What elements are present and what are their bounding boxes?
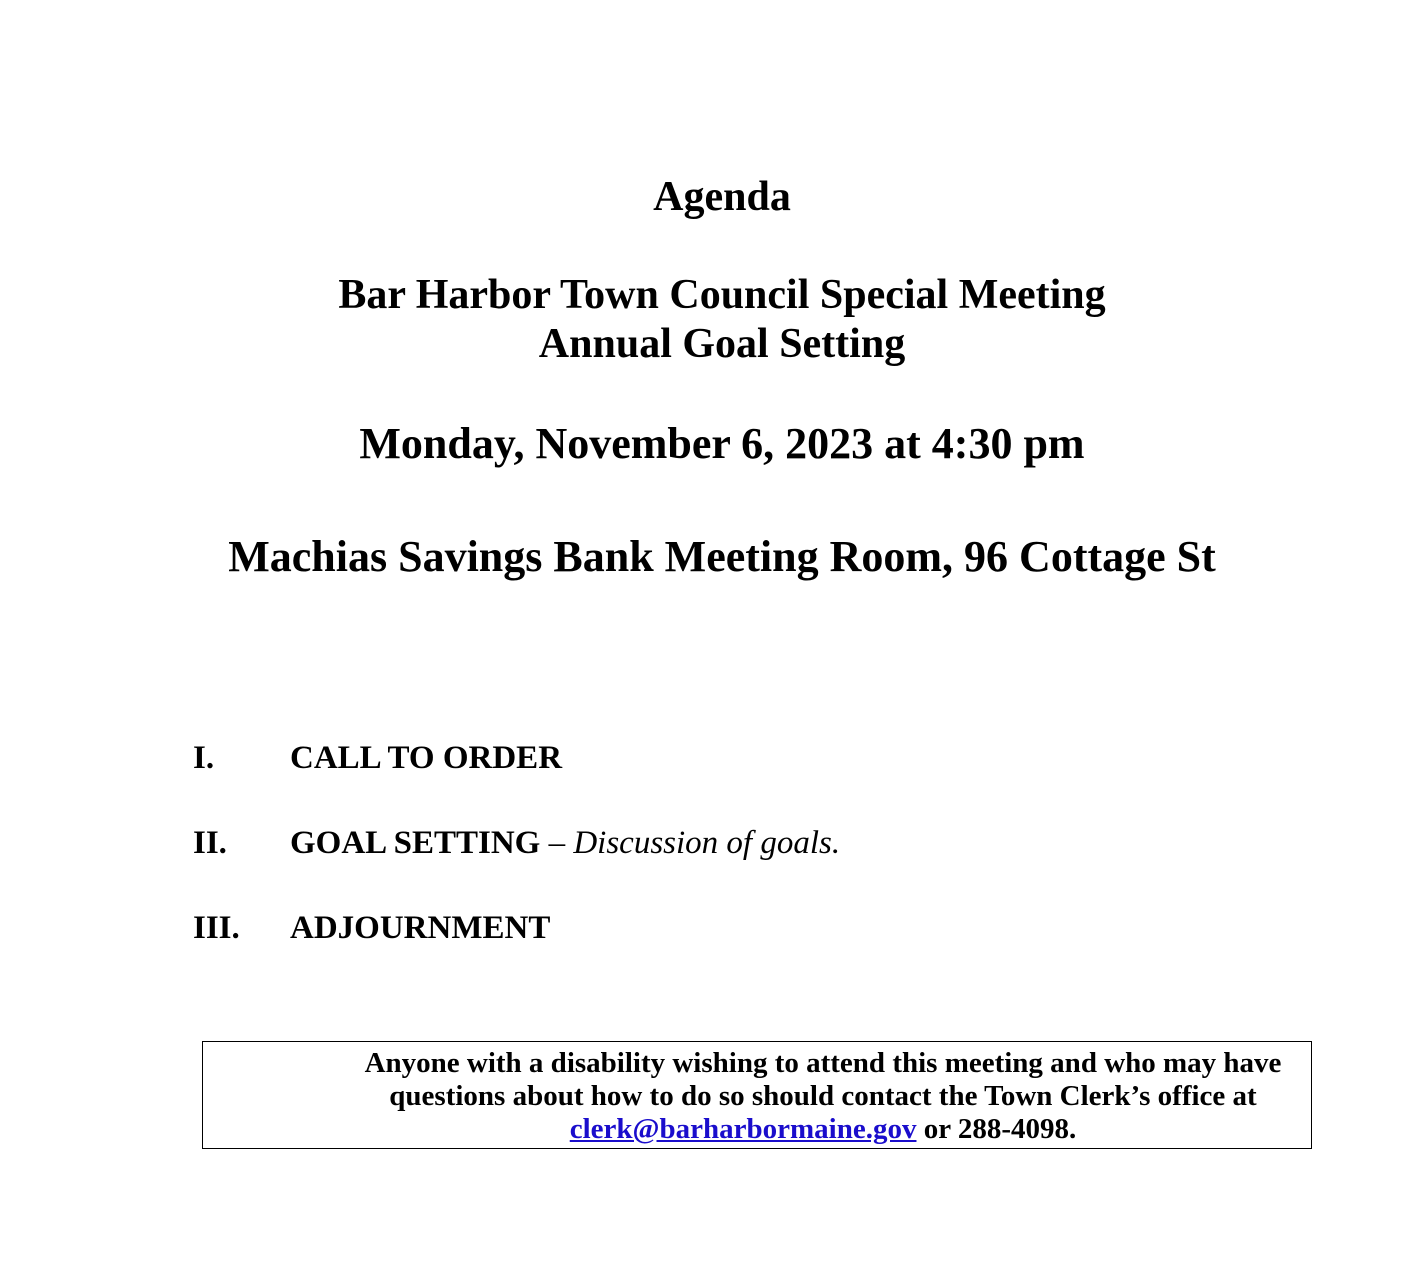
agenda-item-label: GOAL SETTING <box>290 825 541 861</box>
meeting-date: Monday, November 6, 2023 at 4:30 pm <box>359 419 1085 468</box>
agenda-item-description: Discussion of goals. <box>573 825 841 861</box>
agenda-item-number: III. <box>193 910 240 946</box>
meeting-topic: Annual Goal Setting <box>538 321 906 367</box>
meeting-location: Machias Savings Bank Meeting Room, 96 Cottage St <box>228 532 1216 581</box>
agenda-item-label: CALL TO ORDER <box>290 740 563 776</box>
agenda-item-label: ADJOURNMENT <box>290 910 551 946</box>
agenda-item-separator: – <box>540 825 574 861</box>
notice-line: questions about how to do so should contact the Town Clerk’s office at <box>389 1080 1257 1112</box>
notice-contact-line <box>293 1112 1353 1146</box>
agenda-item-number: II. <box>193 825 227 861</box>
notice-phone-text: or 288-4098. <box>916 1113 1077 1145</box>
agenda-item-number: I. <box>193 740 215 776</box>
notice-line: Anyone with a disability wishing to attend this meeting and who may have <box>364 1047 1282 1079</box>
clerk-email-link[interactable]: clerk@barharbormaine.gov <box>569 1113 917 1145</box>
accessibility-notice-box <box>202 1041 1312 1149</box>
agenda-title: Agenda <box>653 174 791 220</box>
meeting-name: Bar Harbor Town Council Special Meeting <box>338 272 1106 318</box>
